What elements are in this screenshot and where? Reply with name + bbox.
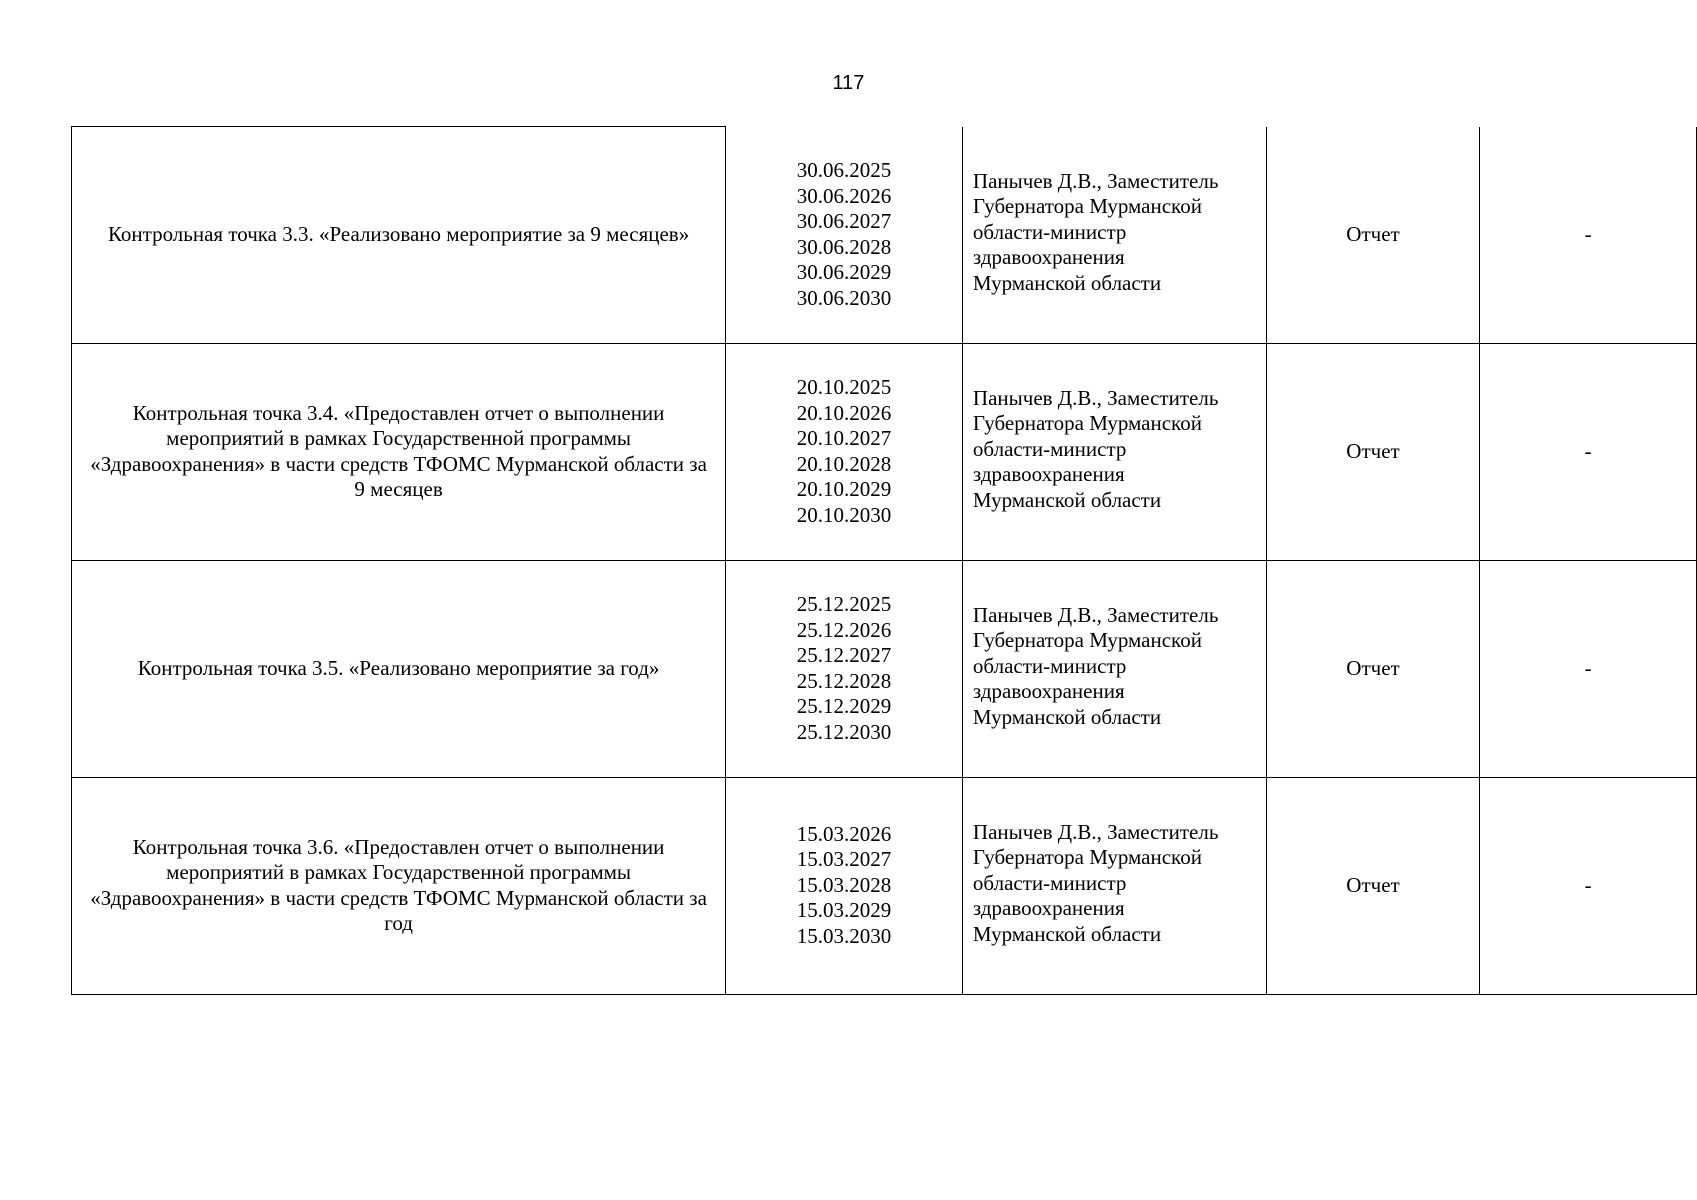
control-point-name: Контрольная точка 3.6. «Предоставлен отчет о выполнении мероприятий в рамках Государственной программы «Здравоохранения» в части средств ТФОМС Мурманской области за год	[90, 834, 707, 935]
deadline-date: 15.03.2029	[796, 898, 892, 923]
deadline-date: 15.03.2026	[796, 821, 892, 846]
deadline-dates-cell	[726, 777, 963, 994]
deadline-date: 20.10.2026	[796, 400, 892, 425]
document-type: Отчет	[1346, 438, 1400, 463]
document-type-cell	[1266, 560, 1480, 777]
deadline-date: 25.12.2027	[796, 643, 892, 667]
document-type-cell	[1266, 127, 1480, 344]
document-type-cell	[1266, 343, 1480, 560]
deadline-date: 20.10.2030	[796, 502, 892, 527]
table-row	[72, 127, 1697, 344]
extra-value: -	[1584, 221, 1592, 246]
responsible-cell	[962, 777, 1266, 994]
responsible-person: Панычев Д.В., Заместитель Губернатора Мурманской области-министр здравоохранения Мурманской области	[972, 385, 1219, 512]
deadline-date: 25.12.2030	[796, 719, 892, 744]
deadline-date: 20.10.2029	[796, 477, 892, 501]
deadline-date: 30.06.2026	[796, 183, 892, 208]
deadline-date: 20.10.2027	[796, 426, 892, 450]
document-type: Отчет	[1346, 655, 1400, 680]
extra-cell	[1480, 560, 1697, 777]
extra-value: -	[1584, 438, 1592, 463]
deadline-date: 15.03.2028	[796, 872, 892, 897]
responsible-person: Панычев Д.В., Заместитель Губернатора Мурманской области-министр здравоохранения Мурманской области	[972, 602, 1219, 729]
deadline-date: 30.06.2027	[796, 209, 892, 233]
document-type: Отчет	[1346, 872, 1400, 897]
document-type: Отчет	[1346, 221, 1400, 246]
extra-cell	[1480, 343, 1697, 560]
table-row	[72, 560, 1697, 777]
deadline-date: 15.03.2030	[796, 923, 892, 948]
table-row	[72, 343, 1697, 560]
control-points-table	[71, 126, 1697, 995]
responsible-person: Панычев Д.В., Заместитель Губернатора Мурманской области-министр здравоохранения Мурманской области	[972, 819, 1219, 946]
deadline-date: 25.12.2028	[796, 668, 892, 693]
responsible-cell	[962, 127, 1266, 344]
control-point-name-cell	[72, 343, 726, 560]
control-point-name-cell	[72, 560, 726, 777]
responsible-cell	[962, 560, 1266, 777]
extra-value: -	[1584, 655, 1592, 680]
deadline-date: 25.12.2029	[796, 694, 892, 718]
extra-cell	[1480, 777, 1697, 994]
extra-value: -	[1584, 872, 1592, 897]
control-point-name: Контрольная точка 3.4. «Предоставлен отчет о выполнении мероприятий в рамках Государственной программы «Здравоохранения» в части средств ТФОМС Мурманской области за 9 месяцев	[90, 400, 707, 501]
control-point-name: Контрольная точка 3.5. «Реализовано мероприятие за год»	[137, 655, 660, 680]
document-type-cell	[1266, 777, 1480, 994]
deadline-date: 30.06.2028	[796, 234, 892, 259]
deadline-date: 15.03.2027	[796, 847, 892, 872]
deadline-date: 20.10.2028	[796, 451, 892, 476]
deadline-dates-cell	[726, 343, 963, 560]
extra-cell	[1480, 127, 1697, 344]
deadline-date: 30.06.2030	[796, 285, 892, 310]
deadline-date: 30.06.2025	[796, 158, 892, 182]
deadline-dates-cell	[726, 560, 963, 777]
deadline-date: 20.10.2025	[796, 375, 892, 399]
responsible-person: Панычев Д.В., Заместитель Губернатора Мурманской области-министр здравоохранения Мурманской области	[972, 168, 1219, 295]
control-point-name-cell	[72, 127, 726, 344]
responsible-cell	[962, 343, 1266, 560]
control-point-name-cell	[72, 777, 726, 994]
table-row	[72, 777, 1697, 994]
deadline-dates-cell	[726, 127, 963, 344]
deadline-date: 30.06.2029	[796, 260, 892, 284]
control-point-name: Контрольная точка 3.3. «Реализовано мероприятие за 9 месяцев»	[107, 222, 690, 246]
deadline-date: 25.12.2026	[796, 617, 892, 642]
deadline-date: 25.12.2025	[796, 592, 892, 616]
page-number: 117	[832, 72, 865, 94]
